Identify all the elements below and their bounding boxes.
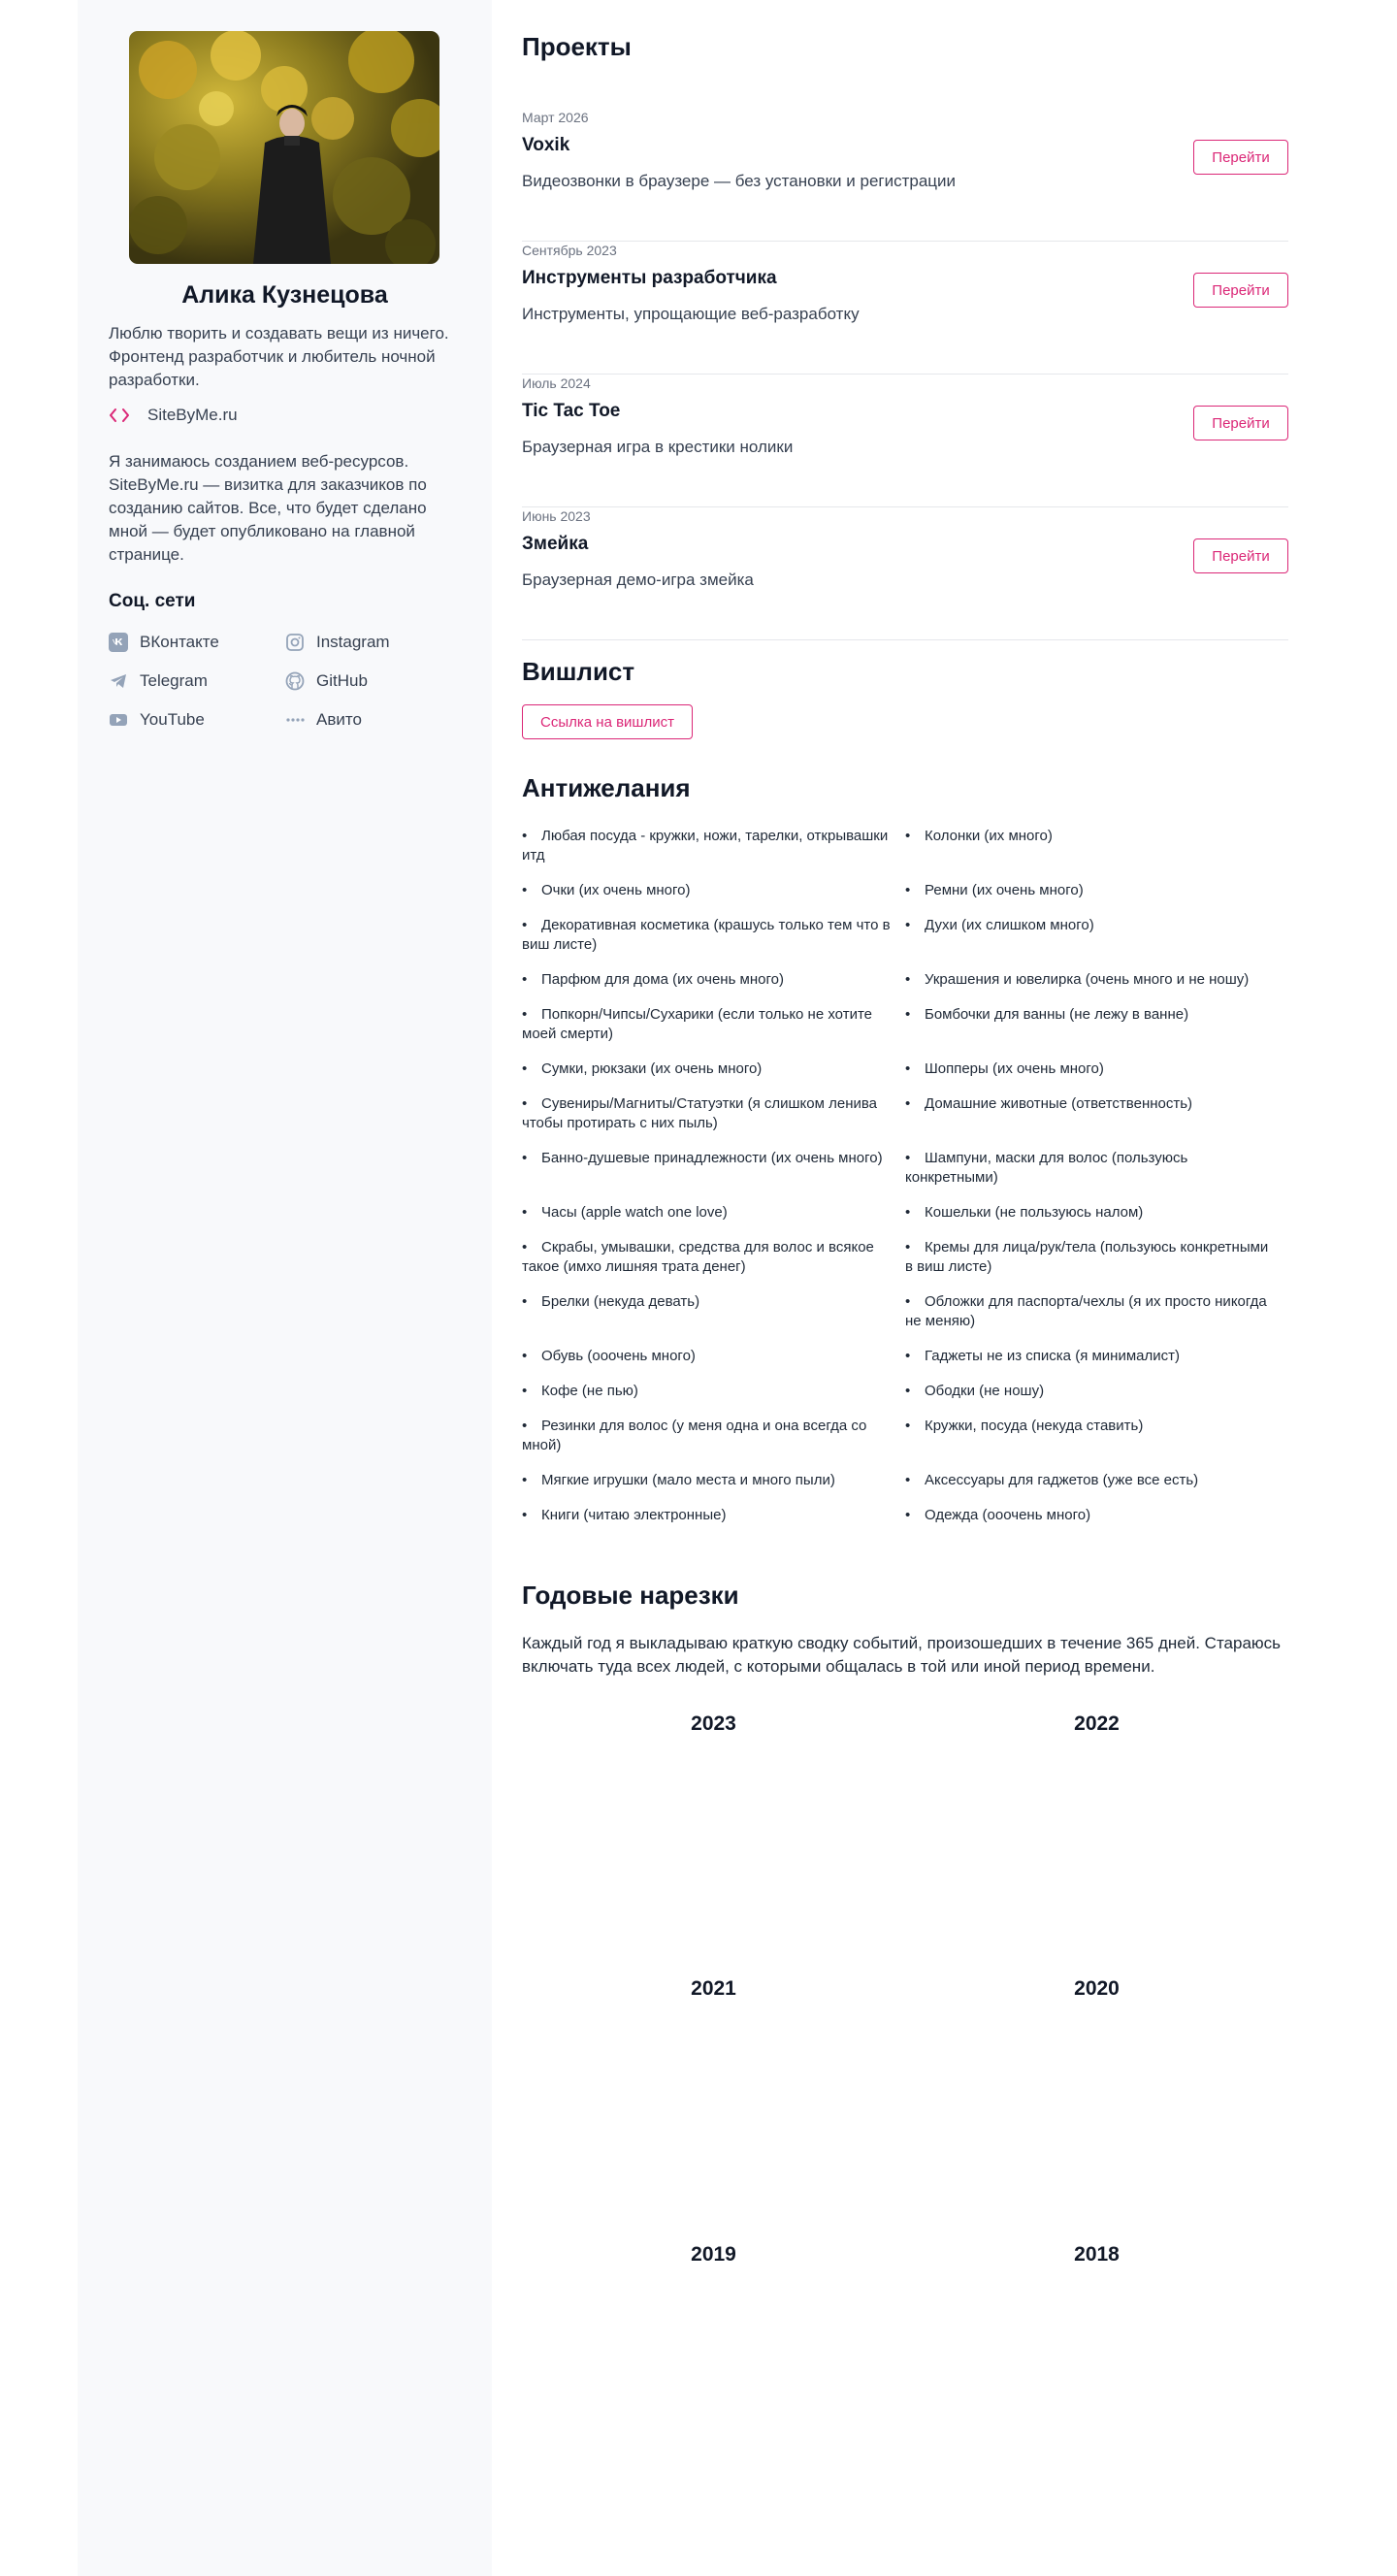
list-item	[905, 1203, 1288, 1223]
wishlist-title: Вишлист	[522, 657, 635, 686]
list-item	[905, 916, 1288, 955]
list-item	[905, 1417, 1288, 1455]
social-label: YouTube	[140, 710, 205, 729]
bullet-icon: •	[522, 1418, 528, 1434]
list-item	[522, 1094, 905, 1133]
list-item	[522, 1005, 905, 1044]
list-item-text: Резинки для волос (у меня одна и она всегда со мной)	[522, 1418, 867, 1453]
list-item	[522, 1292, 905, 1331]
social-link-vk[interactable]	[109, 631, 285, 654]
social-label: ВКонтакте	[140, 633, 219, 651]
avito-icon	[285, 710, 305, 730]
site-link[interactable]	[109, 404, 461, 427]
social-link-github[interactable]	[285, 669, 462, 693]
list-item-text: Ремни (их очень много)	[925, 882, 1084, 898]
profile-card	[109, 31, 461, 732]
list-item-text: Сувениры/Магниты/Статуэтки (я слишком ленива чтобы протирать с них пыль)	[522, 1095, 878, 1131]
bullet-icon: •	[522, 1239, 528, 1255]
year-label: 2021	[691, 1977, 736, 2000]
list-item	[905, 827, 1288, 865]
list-item-text: Кружки, посуда (некуда ставить)	[925, 1418, 1144, 1434]
bullet-icon: •	[905, 1472, 911, 1488]
bullet-icon: •	[905, 1383, 911, 1399]
project-title: Змейка	[522, 534, 589, 554]
project-go-button[interactable]: Перейти	[1193, 538, 1288, 573]
bullet-icon: •	[522, 882, 528, 898]
list-item	[522, 1382, 905, 1401]
list-item-text: Книги (читаю электронные)	[541, 1507, 727, 1523]
social-label: Telegram	[140, 671, 208, 690]
bullet-icon: •	[905, 1239, 911, 1255]
anti-wishes-row	[522, 1005, 1288, 1060]
list-item	[905, 1347, 1288, 1366]
sidebar	[78, 0, 492, 2576]
list-item	[905, 1238, 1288, 1277]
project-description: Браузерная демо-игра змейка	[522, 571, 754, 589]
bullet-icon: •	[522, 917, 528, 933]
project-item	[522, 242, 1288, 375]
list-item-text: Шопперы (их очень много)	[925, 1060, 1104, 1077]
project-description: Видеозвонки в браузере — без установки и регистрации	[522, 172, 957, 190]
bullet-icon: •	[522, 1060, 528, 1077]
list-item	[905, 1005, 1288, 1044]
list-item	[905, 1471, 1288, 1490]
list-item-text: Часы (apple watch one love)	[541, 1204, 728, 1221]
profile-name: Алика Кузнецова	[181, 281, 388, 309]
project-item	[522, 109, 1288, 242]
year-label: 2019	[691, 2243, 736, 2266]
anti-wishes-row	[522, 1471, 1288, 1506]
social-link-avito[interactable]	[285, 708, 462, 732]
bullet-icon: •	[905, 828, 911, 844]
bullet-icon: •	[522, 1348, 528, 1364]
anti-wishes-row	[522, 1149, 1288, 1203]
youtube-icon	[109, 710, 128, 730]
list-item-text: Шампуни, маски для волос (пользуюсь конкретными)	[905, 1150, 1188, 1186]
list-item-text: Аксессуары для гаджетов (уже все есть)	[925, 1472, 1199, 1488]
list-item	[522, 1060, 905, 1079]
list-item-text: Духи (их слишком много)	[925, 917, 1094, 933]
project-item	[522, 507, 1288, 640]
anti-wishes-title: Антижелания	[522, 773, 691, 802]
anti-wishes-row	[522, 916, 1288, 970]
project-date: Июнь 2023	[522, 508, 591, 524]
list-item	[905, 1149, 1288, 1188]
anti-wishes-row	[522, 1347, 1288, 1382]
project-title: Tic Tac Toe	[522, 401, 621, 421]
instagram-icon	[285, 633, 305, 652]
social-label: GitHub	[316, 671, 368, 690]
project-go-button[interactable]: Перейти	[1193, 140, 1288, 175]
project-item	[522, 375, 1288, 507]
anti-wishes-row	[522, 1506, 1288, 1541]
social-title: Соц. сети	[109, 591, 196, 611]
list-item-text: Мягкие игрушки (мало места и много пыли)	[541, 1472, 835, 1488]
project-date: Июль 2024	[522, 375, 591, 391]
list-item	[905, 881, 1288, 900]
list-item	[905, 1094, 1288, 1133]
anti-wishes-row	[522, 881, 1288, 916]
social-label: Instagram	[316, 633, 390, 651]
project-date: Март 2026	[522, 110, 589, 125]
anti-wishes-row	[522, 1417, 1288, 1471]
list-item	[522, 1506, 905, 1525]
list-item-text: Гаджеты не из списка (я минималист)	[925, 1348, 1180, 1364]
list-item-text: Скрабы, умывашки, средства для волос и всякое такое (имхо лишняя трата денег)	[522, 1239, 874, 1275]
social-link-telegram[interactable]	[109, 669, 285, 693]
profile-photo	[129, 31, 439, 264]
bullet-icon: •	[522, 1383, 528, 1399]
bullet-icon: •	[905, 1418, 911, 1434]
list-item	[522, 916, 905, 955]
profile-bio: Люблю творить и создавать вещи из ничего. Фронтенд разработчик и любитель ночной разработки.	[109, 324, 449, 389]
bullet-icon: •	[522, 971, 528, 988]
list-item-text: Бомбочки для ванны (не лежу в ванне)	[925, 1006, 1189, 1023]
list-item-text: Украшения и ювелирка (очень много и не ношу)	[925, 971, 1250, 988]
list-item-text: Колонки (их много)	[925, 828, 1053, 844]
project-title: Voxik	[522, 135, 570, 155]
anti-wishes-row	[522, 1238, 1288, 1292]
social-link-youtube[interactable]	[109, 708, 285, 732]
bullet-icon: •	[522, 1204, 528, 1221]
bullet-icon: •	[905, 1293, 911, 1310]
project-description: Браузерная игра в крестики нолики	[522, 438, 794, 456]
bullet-icon: •	[905, 1006, 911, 1023]
bullet-icon: •	[522, 1507, 528, 1523]
social-label: Авито	[316, 710, 362, 729]
yearly-recaps-title: Годовые нарезки	[522, 1581, 739, 1610]
list-item-text: Домашние животные (ответственность)	[925, 1095, 1193, 1112]
bullet-icon: •	[905, 1507, 911, 1523]
anti-wishes-row	[522, 1094, 1288, 1149]
year-label: 2018	[1074, 2243, 1120, 2266]
list-item	[522, 827, 905, 865]
list-item	[905, 1292, 1288, 1331]
wishlist-link-button[interactable]: Ссылка на вишлист	[522, 704, 693, 739]
code-icon	[109, 408, 136, 423]
bullet-icon: •	[905, 917, 911, 933]
bullet-icon: •	[905, 1150, 911, 1166]
list-item	[522, 881, 905, 900]
bullet-icon: •	[522, 1006, 528, 1023]
bullet-icon: •	[905, 1095, 911, 1112]
list-item-text: Очки (их очень много)	[541, 882, 691, 898]
social-link-instagram[interactable]	[285, 631, 462, 654]
bullet-icon: •	[522, 1472, 528, 1488]
list-item-text: Парфюм для дома (их очень много)	[541, 971, 784, 988]
list-item	[522, 1347, 905, 1366]
bullet-icon: •	[905, 1348, 911, 1364]
bullet-icon: •	[522, 1095, 528, 1112]
list-item-text: Кремы для лица/рук/тела (пользуюсь конкретными в виш листе)	[905, 1239, 1269, 1275]
list-item	[522, 1417, 905, 1455]
telegram-icon	[109, 671, 128, 691]
project-title: Инструменты разработчика	[522, 268, 777, 288]
list-item	[905, 1382, 1288, 1401]
vk-icon	[109, 633, 128, 652]
list-item-text: Ободки (не ношу)	[925, 1383, 1045, 1399]
site-link-label: SiteByMe.ru	[147, 406, 238, 424]
bullet-icon: •	[522, 1150, 528, 1166]
project-go-button[interactable]: Перейти	[1193, 273, 1288, 308]
project-description: Инструменты, упрощающие веб-разработку	[522, 305, 860, 323]
list-item-text: Обложки для паспорта/чехлы (я их просто никогда не меняю)	[905, 1293, 1267, 1329]
list-item-text: Любая посуда - кружки, ножи, тарелки, открывашки итд	[522, 828, 889, 864]
list-item	[905, 1506, 1288, 1525]
list-item	[522, 1238, 905, 1277]
bullet-icon: •	[905, 1204, 911, 1221]
projects-title: Проекты	[522, 32, 632, 61]
list-item-text: Сумки, рюкзаки (их очень много)	[541, 1060, 763, 1077]
list-item	[522, 1471, 905, 1490]
list-item-text: Банно-душевые принадлежности (их очень много)	[541, 1150, 883, 1166]
project-date: Сентябрь 2023	[522, 243, 617, 258]
social-links	[109, 631, 461, 732]
anti-wishes-row	[522, 1382, 1288, 1417]
anti-wishes-row	[522, 1060, 1288, 1094]
list-item	[522, 1149, 905, 1188]
bullet-icon: •	[905, 1060, 911, 1077]
bullet-icon: •	[522, 1293, 528, 1310]
list-item	[522, 970, 905, 990]
list-item	[905, 970, 1288, 990]
list-item	[522, 1203, 905, 1223]
project-go-button[interactable]: Перейти	[1193, 406, 1288, 440]
list-item	[905, 1060, 1288, 1079]
year-label: 2020	[1074, 1977, 1120, 2000]
anti-wishes-row	[522, 1203, 1288, 1238]
bullet-icon: •	[905, 882, 911, 898]
bullet-icon: •	[522, 828, 528, 844]
list-item-text: Кофе (не пью)	[541, 1383, 638, 1399]
year-label: 2023	[691, 1712, 736, 1735]
list-item-text: Одежда (ооочень много)	[925, 1507, 1091, 1523]
anti-wishes-row	[522, 1292, 1288, 1347]
github-icon	[285, 671, 305, 691]
anti-wishes-row	[522, 970, 1288, 1005]
profile-about: Я занимаюсь созданием веб-ресурсов. SiteByMe.ru — визитка для заказчиков по созданию сайтов. Все, что будет сделано мной — будет опубликовано на главной странице.	[109, 452, 427, 564]
yearly-recaps-text: Каждый год я выкладываю краткую сводку событий, произошедших в течение 365 дней. Стараюсь включать туда всех людей, с которыми общалась в той или иной период времени.	[522, 1634, 1282, 1676]
anti-wishes-row	[522, 827, 1288, 881]
list-item-text: Обувь (ооочень много)	[541, 1348, 696, 1364]
year-label: 2022	[1074, 1712, 1120, 1735]
list-item-text: Кошельки (не пользуюсь налом)	[925, 1204, 1144, 1221]
list-item-text: Декоративная косметика (крашусь только тем что в виш листе)	[522, 917, 891, 953]
anti-wishes-list	[522, 827, 1288, 1541]
bullet-icon: •	[905, 971, 911, 988]
list-item-text: Брелки (некуда девать)	[541, 1293, 700, 1310]
list-item-text: Попкорн/Чипсы/Сухарики (если только не хотите моей смерти)	[522, 1006, 872, 1042]
